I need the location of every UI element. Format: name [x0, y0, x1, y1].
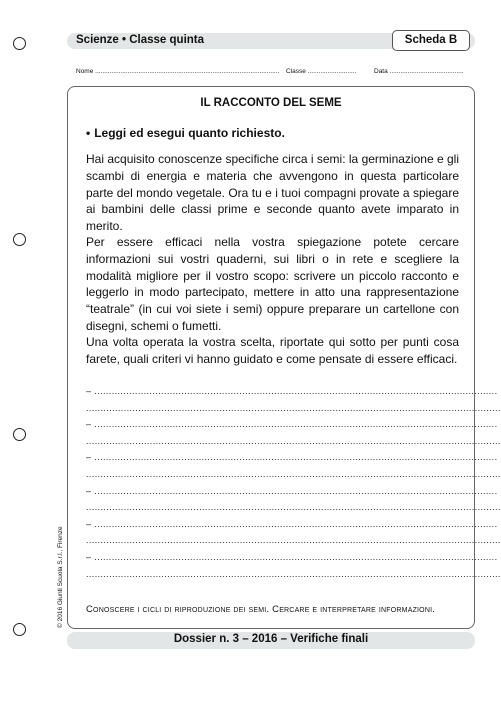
binder-hole	[13, 37, 26, 50]
instruction	[86, 126, 285, 140]
paragraph: Per essere efficaci nella vostra spiegazione potete cercare informazioni sui vostri quaderni, sui libri o in rete e scegliere la modalità migliore per il vostro scopo: scrivere un piccolo racconto e leggerlo in modo partecipato, mettere in atto una rappresentazione “teatrale” (in cui voi siete i semi) oppure preparare un cartellone con disegni, schemi o fumetti.	[86, 235, 459, 333]
binder-hole	[13, 233, 26, 246]
answer-line[interactable]: ...............................................................................................................................................	[86, 535, 501, 546]
answer-line[interactable]: ...............................................................................................................................................	[86, 402, 501, 413]
answer-line[interactable]: – ...........................................................................................................................................	[86, 551, 498, 562]
answer-line[interactable]: – ...........................................................................................................................................	[86, 452, 498, 463]
instruction-text: Leggi ed esegui quanto richiesto.	[94, 126, 285, 140]
answer-area[interactable]	[86, 383, 501, 582]
answer-line[interactable]: ...............................................................................................................................................	[86, 435, 501, 446]
paragraph: Una volta operata la vostra scelta, riportate qui sotto per punti cosa farete, quali criteri vi hanno guidato e come pensate di essere efficaci.	[86, 335, 459, 366]
footer-text: Dossier n. 3 – 2016 – Verifiche finali	[173, 633, 369, 645]
learning-objectives: Conoscere i cicli di riproduzione dei semi. Cercare e interpretare informazioni.	[86, 604, 436, 615]
binder-hole	[13, 428, 26, 441]
scheda-badge	[392, 30, 470, 51]
answer-line[interactable]: – ...........................................................................................................................................	[86, 518, 498, 529]
answer-line[interactable]: – ...........................................................................................................................................	[86, 485, 498, 496]
class-field[interactable]: Classe ...........................	[286, 68, 357, 75]
bullet-icon: •	[86, 126, 91, 140]
header-subject: Scienze • Classe quinta	[76, 34, 205, 46]
answer-line[interactable]: – ...........................................................................................................................................	[86, 386, 498, 396]
paragraph: Hai acquisito conoscenze specifiche circa i semi: la germinazione e gli scambi di energia e materia che avvengono in questa particolare parte del mondo vegetale. Ora tu e i tuoi compagni provate a spiegare ai bambini delle classi prime e seconde quanto avete imparato in merito.	[86, 152, 459, 234]
answer-line[interactable]: ...............................................................................................................................................	[86, 468, 501, 479]
copyright-notice: © 2016 Giunti Scuola S.r.l., Firenze	[57, 526, 64, 628]
date-field[interactable]: Data .........................................	[374, 68, 464, 75]
binder-hole	[13, 623, 26, 636]
scheda-label: Scheda B	[404, 34, 458, 46]
answer-line[interactable]: ...............................................................................................................................................	[86, 502, 501, 513]
name-field[interactable]: Nome ......................................................................................................	[76, 68, 280, 75]
worksheet-title: IL RACCONTO DEL SEME	[200, 97, 342, 109]
answer-line[interactable]: ...............................................................................................................................................	[86, 568, 501, 579]
answer-line[interactable]: – ...........................................................................................................................................	[86, 419, 498, 430]
